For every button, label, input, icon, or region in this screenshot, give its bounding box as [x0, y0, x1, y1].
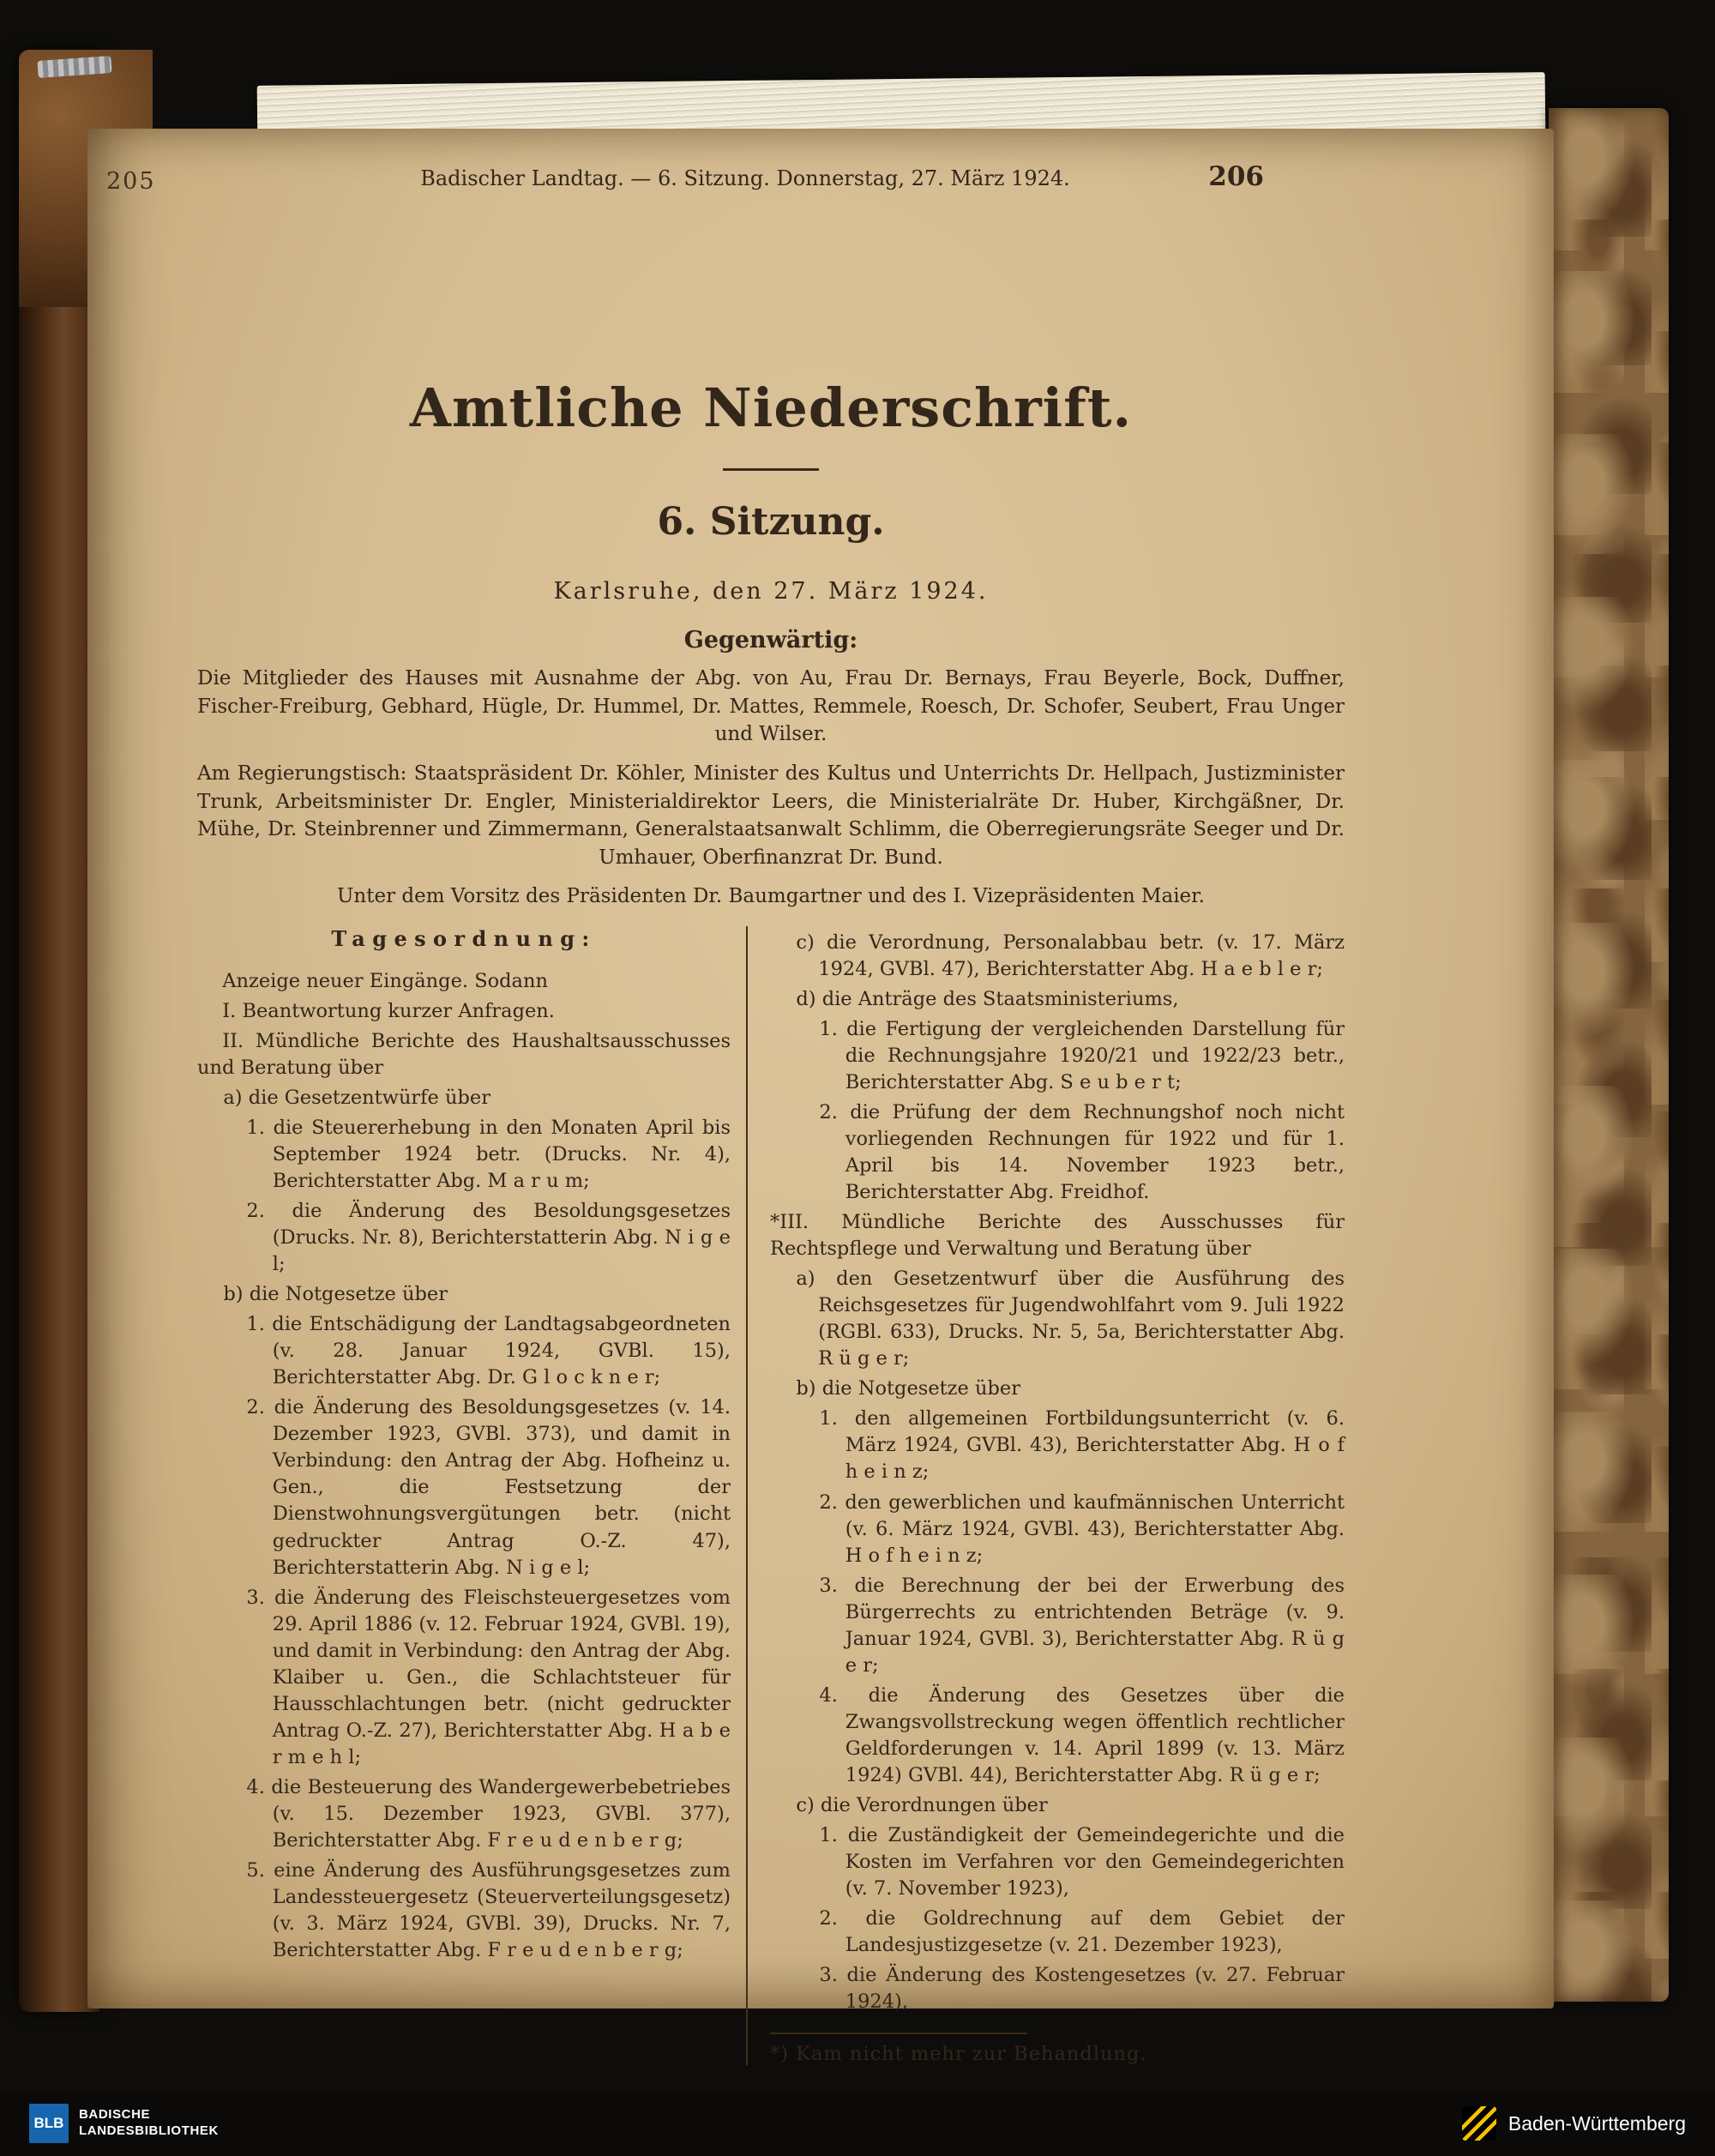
chair-line: Unter dem Vorsitz des Präsidenten Dr. Baumgartner und des I. Vizepräsidenten Maier. — [337, 884, 1205, 907]
agenda-item: 2. die Änderung des Besoldungsgesetzes (v. 14. Dezember 1923, GVBl. 373), und damit in Verbindung: den Antrag der Abg. Hofheinz u. Gen., die Festsetzung der Dienstwohnungsvergütungen betr. (nicht gedruckter Antrag O.-Z. 47), Berichterstatterin Abg. N i g e l; — [246, 1396, 731, 1579]
agenda-columns — [197, 926, 1345, 2066]
baden-wuerttemberg-emblem-icon — [1462, 2106, 1496, 2141]
agenda-item: 2. die Goldrechnung auf dem Gebiet der Landesjustizgesetze (v. 21. Dezember 1923), — [819, 1907, 1345, 1957]
agenda-item: 3. die Änderung des Fleischsteuergesetzes vom 29. April 1886 (v. 12. Februar 1924, GVBl. 19), und damit in Verbindung: den Antrag der Abg. Klaiber u. Gen., die Schlachtsteuer für Hausschlachtungen betr. (nicht gedruckter Antrag O.-Z. 27), Berichterstatter Abg. H a b e r m e h l; — [246, 1586, 731, 1768]
agenda-item: 4. die Besteuerung des Wandergewerbebetriebes (v. 15. Dezember 1923, GVBl. 377), Berichterstatter Abg. F r e u d e n b e r g; — [246, 1775, 731, 1852]
blb-logo-label-line2: LANDESBIBLIOTHEK — [79, 2123, 219, 2138]
agenda-item: 2. den gewerblichen und kaufmännischen Unterricht (v. 6. März 1924, GVBl. 43), Berichterstatter Abg. H o f h e i n z; — [819, 1491, 1345, 1567]
agenda-item: 2. die Änderung des Besoldungsgesetzes (Drucks. Nr. 8), Berichterstatterin Abg. N i g e l; — [246, 1199, 731, 1276]
agenda-item: I. Beantwortung kurzer Anfragen. — [222, 999, 555, 1022]
present-government-paragraph: Am Regierungstisch: Staatspräsident Dr. Köhler, Minister des Kultus und Unterrichts Dr. Hellpach, Justizminister Trunk, Arbeitsminister Dr. Engler, Ministerialdirektor Leers, die Ministerialräte Dr. Huber, Kirchgäßner, Dr. Mühe, Dr. Steinbrenner und Zimmermann, Generalstaatsanwalt Schlimm, die Oberregierungsräte Seeger und Dr. Umhauer, Oberfinanzrat Dr. Bund. — [197, 762, 1345, 869]
agenda-item: c) die Verordnung, Personalabbau betr. (v. 17. März 1924, GVBl. 47), Berichterstatter Abg. H a e b l e r; — [796, 930, 1345, 980]
blb-logo-label — [79, 2107, 219, 2140]
page-text-block — [106, 161, 1345, 2066]
title-divider — [723, 468, 819, 471]
agenda-item: c) die Verordnungen über — [796, 1794, 1048, 1817]
agenda-column-left — [197, 926, 746, 2066]
agenda-item: 1. die Steuererhebung in den Monaten April bis September 1924 betr. (Drucks. Nr. 4), Berichterstatter Abg. M a r u m; — [246, 1116, 731, 1192]
running-header — [106, 161, 1345, 201]
blb-logo-icon: BLB — [29, 2104, 69, 2143]
footnote — [770, 2033, 1345, 2065]
present-heading: Gegenwärtig: — [683, 627, 858, 653]
page-number-left: 205 — [106, 168, 156, 195]
agenda-item: 2. die Prüfung der dem Rechnungshof noch nicht vorliegenden Rechnungen für 1922 und für 1. April bis 14. November 1923 betr., Berichterstatter Abg. Freidhof. — [819, 1100, 1345, 1204]
agenda-item: 1. den allgemeinen Fortbildungsunterricht (v. 6. März 1924, GVBl. 43), Berichterstatter Abg. H o f h e i n z; — [819, 1407, 1345, 1484]
agenda-item: *III. Mündliche Berichte des Ausschusses für Rechtspflege und Verwaltung und Beratung über — [770, 1211, 1345, 1261]
agenda-item: II. Mündliche Berichte des Haushaltsausschusses und Beratung über — [197, 1029, 731, 1079]
agenda-item: 5. eine Änderung des Ausführungsgesetzes zum Landessteuergesetz (Steuerverteilungsgesetz) (v. 3. März 1924, GVBl. 39), Drucks. Nr. 7, Berichterstatter Abg. F r e u d e n b e r g; — [246, 1859, 731, 1962]
baden-wuerttemberg-label: Baden-Württemberg — [1507, 2111, 1686, 2135]
agenda-heading: Tagesordnung: — [331, 925, 597, 951]
agenda-item: b) die Notgesetze über — [796, 1377, 1020, 1400]
running-header-title: Badischer Landtag. — 6. Sitzung. Donnerstag, 27. März 1924. — [420, 166, 1070, 190]
page-title: Amtliche Niederschrift. — [409, 376, 1133, 439]
blb-library-logo[interactable] — [29, 2104, 219, 2143]
session-heading: 6. Sitzung. — [657, 500, 885, 544]
agenda-item: b) die Notgesetze über — [223, 1283, 448, 1306]
agenda-item: 1. die Zuständigkeit der Gemeindegerichte und die Kosten im Verfahren vor den Gemeindegerichten (v. 7. November 1923), — [819, 1824, 1345, 1900]
agenda-item: 3. die Änderung des Kostengesetzes (v. 27. Februar 1924), — [819, 1964, 1345, 2014]
agenda-item: a) den Gesetzentwurf über die Ausführung des Reichsgesetzes für Jugendwohlfahrt vom 9. Juli 1922 (RGBl. 633), Drucks. Nr. 5, 5a, Berichterstatter Abg. R ü g e r; — [796, 1268, 1345, 1370]
agenda-item: a) die Gesetzentwürfe über — [223, 1086, 490, 1109]
page-number-right: 206 — [1208, 161, 1264, 192]
viewer-footer — [0, 2091, 1715, 2156]
dateline: Karlsruhe, den 27. März 1924. — [553, 578, 989, 605]
agenda-item: 1. die Entschädigung der Landtagsabgeordneten (v. 28. Januar 1924, GVBl. 15), Berichterstatter Abg. Dr. G l o c k n e r; — [246, 1313, 731, 1389]
footnote-rule — [770, 2033, 1027, 2034]
agenda-item: Anzeige neuer Eingänge. Sodann — [222, 969, 548, 992]
book-page — [87, 129, 1554, 2066]
agenda-item: 1. die Fertigung der vergleichenden Darstellung für die Rechnungsjahre 1920/21 und 1922/23 betr., Berichterstatter Abg. S e u b e r t; — [819, 1017, 1345, 1093]
marbled-page-edges — [1549, 108, 1669, 2002]
agenda-column-right — [746, 926, 1345, 2066]
agenda-item: 4. die Änderung des Gesetzes über die Zwangsvollstreckung wegen öffentlich rechtlicher Geldforderungen v. 14. April 1899 (v. 13. März 1924) GVBl. 44), Berichterstatter Abg. R ü g e r; — [819, 1683, 1345, 1786]
baden-wuerttemberg-logo[interactable] — [1462, 2106, 1686, 2141]
present-members-paragraph: Die Mitglieder des Hauses mit Ausnahme der Abg. von Au, Frau Dr. Bernays, Frau Beyerle, Bock, Duffner, Fischer-Freiburg, Gebhard, Hügle, Dr. Hummel, Dr. Mattes, Remmele, Roesch, Dr. Schofer, Seubert, Frau Unger und Wilser. — [197, 667, 1345, 746]
blb-logo-label-line1: BADISCHE — [79, 2107, 151, 2123]
agenda-item: d) die Anträge des Staatsministeriums, — [796, 987, 1179, 1010]
footnote-text: *) Kam nicht mehr zur Behandlung. — [770, 2043, 1147, 2066]
agenda-item: 3. die Berechnung der bei der Erwerbung des Bürgerrechts zu entrichtenden Beträge (v. 9. Januar 1924, GVBl. 3), Berichterstatter Abg. R ü g e r; — [819, 1574, 1345, 1677]
